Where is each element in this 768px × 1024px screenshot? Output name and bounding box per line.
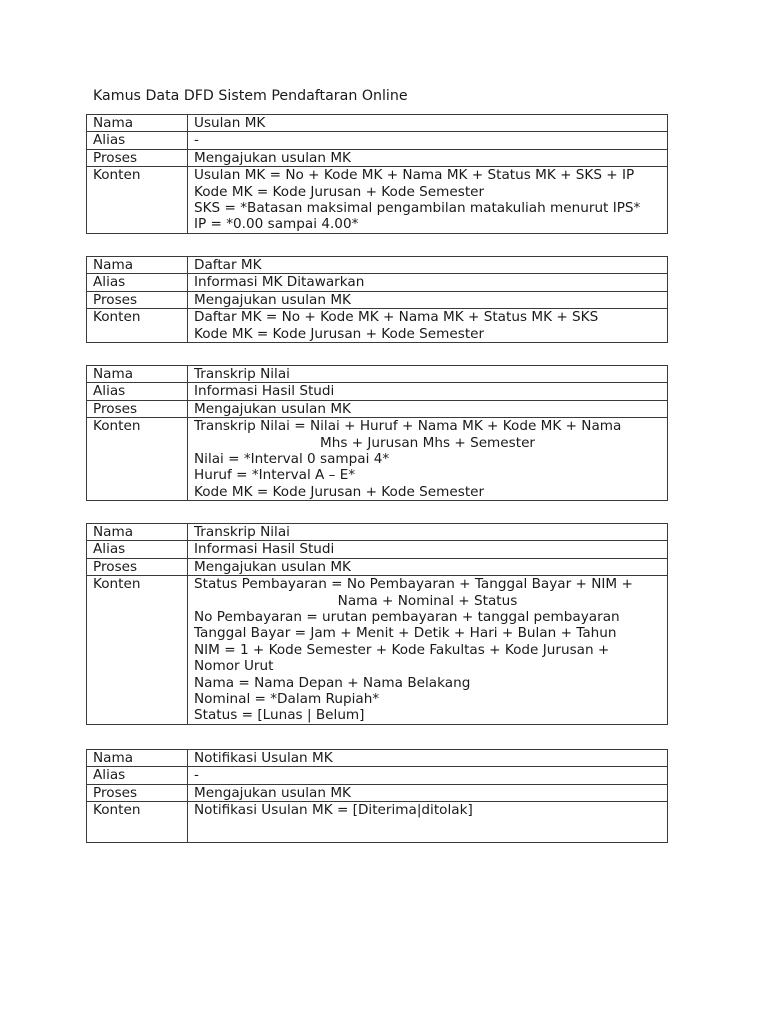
value-line: Transkrip Nilai = Nilai + Huruf + Nama MK + Kode MK + Nama	[194, 418, 622, 435]
value-line: Informasi MK Ditawarkan	[194, 274, 365, 291]
value-line: Daftar MK	[194, 257, 262, 273]
table-row	[87, 132, 668, 149]
row-value	[188, 541, 668, 558]
row-value	[188, 274, 668, 291]
row-label: Nama	[87, 524, 188, 541]
row-label: Alias	[87, 132, 188, 149]
value-line: Daftar MK = No + Kode MK + Nama MK + Status MK + SKS	[194, 309, 599, 326]
table-row	[87, 149, 668, 166]
row-label: Alias	[87, 383, 188, 400]
table-row	[87, 541, 668, 558]
row-value	[188, 149, 668, 166]
value-line: Mengajukan usulan MK	[194, 291, 351, 308]
row-value	[188, 366, 668, 383]
value-line: Informasi Hasil Studi	[194, 541, 335, 558]
row-label: Proses	[87, 149, 188, 166]
row-value	[188, 802, 668, 843]
value-line: Notifikasi Usulan MK	[194, 750, 333, 766]
table-row	[87, 257, 668, 274]
table-row	[87, 558, 668, 575]
row-value	[188, 576, 668, 725]
row-value	[188, 558, 668, 575]
table-row	[87, 274, 668, 291]
value-line: Status Pembayaran = No Pembayaran + Tanggal Bayar + NIM +	[194, 576, 633, 593]
row-value	[188, 132, 668, 149]
row-value	[188, 418, 668, 501]
row-value	[188, 383, 668, 400]
value-line: Nomor Urut	[194, 658, 274, 675]
row-value	[188, 767, 668, 784]
table-row	[87, 167, 668, 234]
row-value	[188, 400, 668, 417]
value-line: Kode MK = Kode Jurusan + Kode Semester	[194, 483, 485, 500]
table-row	[87, 750, 668, 767]
table-row	[87, 115, 668, 132]
value-line: IP = *0.00 sampai 4.00*	[194, 216, 359, 233]
value-line: Nama + Nominal + Status	[337, 592, 518, 609]
row-label: Nama	[87, 115, 188, 132]
row-label: Nama	[87, 366, 188, 383]
row-value	[188, 257, 668, 274]
value-line: No Pembayaran = urutan pembayaran + tanggal pembayaran	[194, 609, 620, 626]
value-line: -	[194, 132, 199, 149]
row-label: Alias	[87, 767, 188, 784]
value-line: Usulan MK = No + Kode MK + Nama MK + Status MK + SKS + IP	[194, 167, 635, 184]
row-label: Konten	[87, 418, 188, 501]
row-label: Proses	[87, 291, 188, 308]
table-row	[87, 383, 668, 400]
row-value	[188, 750, 668, 767]
table-row	[87, 366, 668, 383]
row-label: Konten	[87, 576, 188, 725]
table-row	[87, 400, 668, 417]
value-line: Transkrip Nilai	[194, 524, 290, 540]
row-label: Konten	[87, 802, 188, 843]
value-line: Mengajukan usulan MK	[194, 784, 351, 801]
row-value	[188, 784, 668, 801]
document-title: Kamus Data DFD Sistem Pendaftaran Online	[93, 88, 408, 104]
value-line: Kode MK = Kode Jurusan + Kode Semester	[194, 325, 485, 342]
data-dictionary-table-usulan-mk	[86, 114, 668, 234]
value-line: Nilai = *Interval 0 sampai 4*	[194, 451, 390, 468]
value-line: Nama = Nama Depan + Nama Belakang	[194, 674, 471, 691]
value-line: Huruf = *Interval A – E*	[194, 467, 356, 484]
value-line: Nominal = *Dalam Rupiah*	[194, 691, 380, 708]
data-dictionary-table-transkrip-nilai-pembayaran	[86, 523, 668, 725]
value-line: NIM = 1 + Kode Semester + Kode Fakultas + Kode Jurusan +	[194, 641, 610, 658]
data-dictionary-table-daftar-mk	[86, 256, 668, 343]
table-row	[87, 576, 668, 725]
value-line: Informasi Hasil Studi	[194, 383, 335, 400]
row-label: Konten	[87, 309, 188, 343]
row-value	[188, 524, 668, 541]
value-line: Kode MK = Kode Jurusan + Kode Semester	[194, 183, 485, 200]
row-label: Nama	[87, 750, 188, 767]
row-value	[188, 309, 668, 343]
value-line: Mengajukan usulan MK	[194, 400, 351, 417]
data-dictionary-table-notifikasi-usulan-mk	[86, 749, 668, 843]
value-line: Transkrip Nilai	[194, 366, 290, 382]
table-row	[87, 767, 668, 784]
row-label: Alias	[87, 274, 188, 291]
row-label: Proses	[87, 400, 188, 417]
row-label: Proses	[87, 558, 188, 575]
value-line: Status = [Lunas | Belum]	[194, 707, 365, 724]
row-label: Nama	[87, 257, 188, 274]
value-line: Tanggal Bayar = Jam + Menit + Detik + Hari + Bulan + Tahun	[194, 625, 617, 642]
value-line: -	[194, 767, 199, 784]
value-line: SKS = *Batasan maksimal pengambilan matakuliah menurut IPS*	[194, 200, 641, 217]
table-row	[87, 524, 668, 541]
row-label: Alias	[87, 541, 188, 558]
table-row	[87, 784, 668, 801]
table-row	[87, 309, 668, 343]
row-label: Konten	[87, 167, 188, 234]
table-row	[87, 802, 668, 843]
row-value	[188, 291, 668, 308]
row-label: Proses	[87, 784, 188, 801]
value-line: Mengajukan usulan MK	[194, 149, 351, 166]
value-line: Mhs + Jurusan Mhs + Semester	[319, 434, 536, 451]
value-line: Mengajukan usulan MK	[194, 558, 351, 575]
row-value	[188, 115, 668, 132]
value-line: Notifikasi Usulan MK = [Diterima|ditolak]	[194, 802, 473, 819]
data-dictionary-table-transkrip-nilai	[86, 365, 668, 501]
table-row	[87, 418, 668, 501]
table-row	[87, 291, 668, 308]
value-line: Usulan MK	[194, 115, 266, 131]
row-value	[188, 167, 668, 234]
